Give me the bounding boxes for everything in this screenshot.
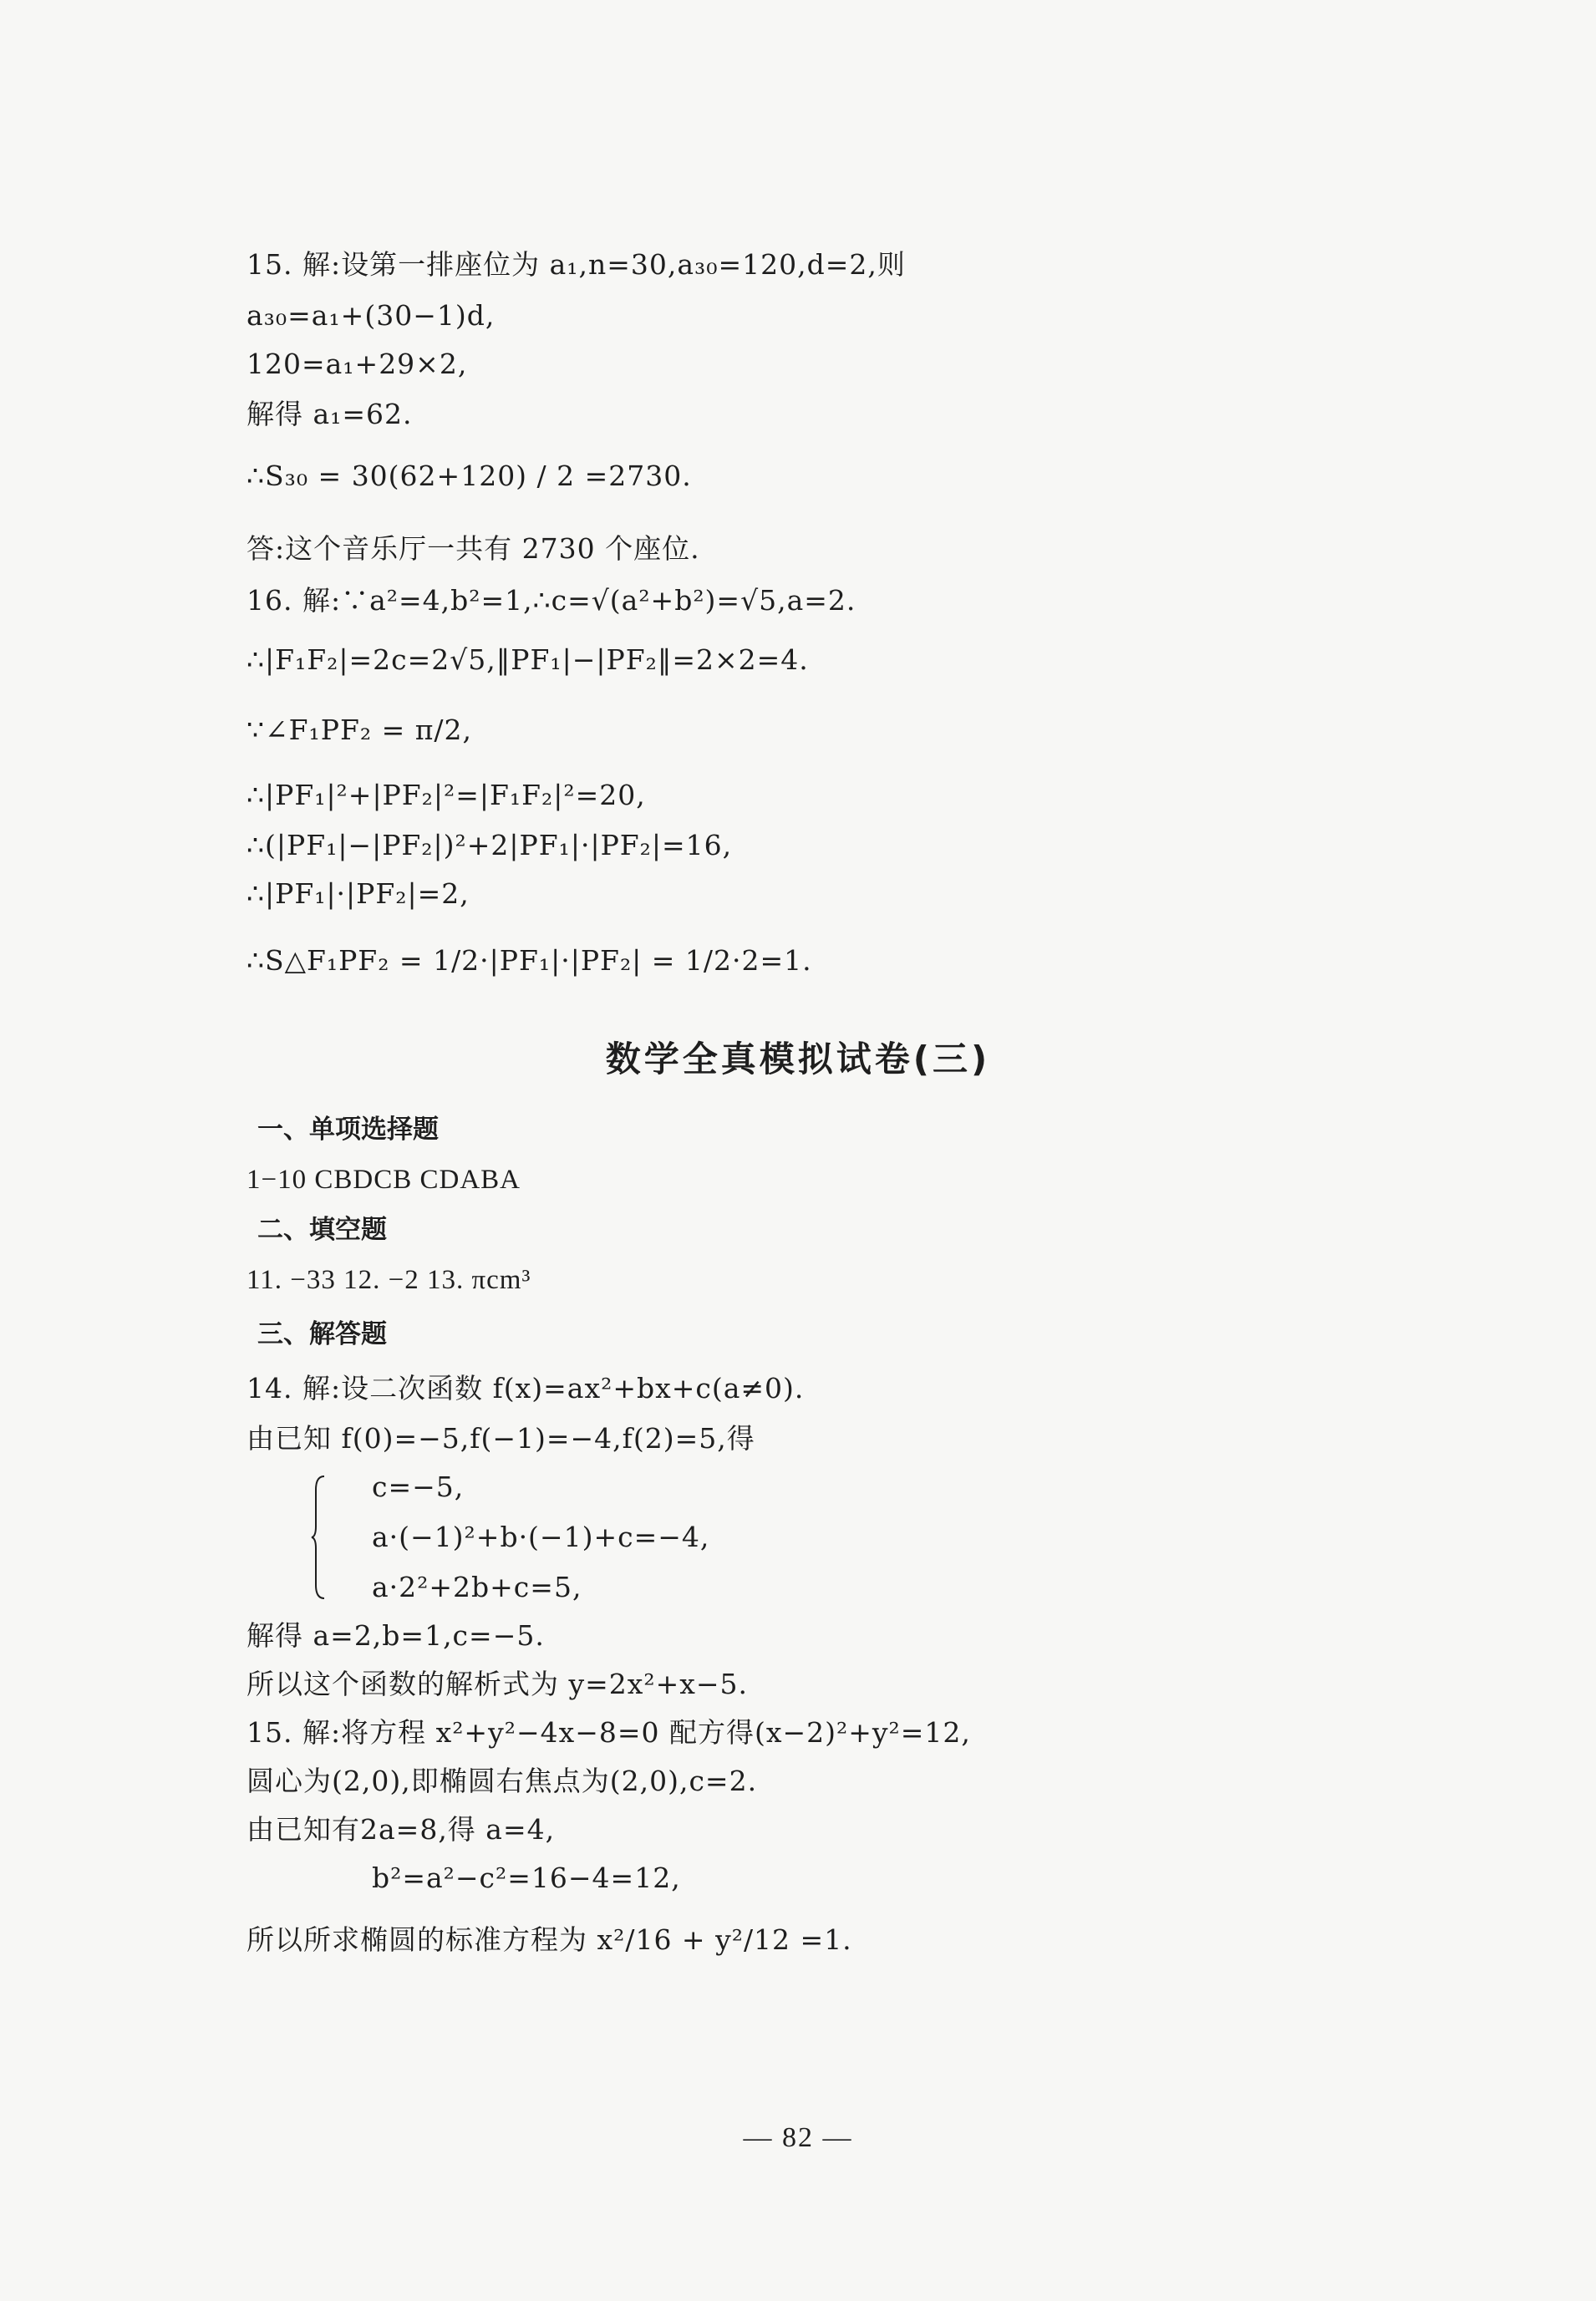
section-heading-fill-blank: 二、填空题 bbox=[257, 1215, 387, 1245]
section-heading-solutions: 三、解答题 bbox=[257, 1319, 387, 1349]
fill-blank-answers: 11. −33 12. −2 13. πcm³ bbox=[247, 1265, 531, 1295]
exam-title: 数学全真模拟试卷(三) bbox=[605, 1039, 991, 1079]
question-14-known: 由已知 f(0)=−5,f(−1)=−4,f(2)=5,得 bbox=[247, 1422, 755, 1455]
question-15-intro: 15. 解:将方程 x²+y²−4x−8=0 配方得(x−2)²+y²=12, bbox=[247, 1716, 971, 1749]
problem-16-line-4: ∴|PF₁|²+|PF₂|²=|F₁F₂|²=20, bbox=[247, 779, 646, 811]
question-14-intro: 14. 解:设二次函数 f(x)=ax²+bx+c(a≠0). bbox=[247, 1372, 805, 1404]
question-15-known: 由已知有2a=8,得 a=4, bbox=[247, 1813, 556, 1846]
question-14-result: 所以这个函数的解析式为 y=2x²+x−5. bbox=[247, 1668, 749, 1700]
problem-15-sum: ∴S₃₀ = 30(62+120) / 2 =2730. bbox=[247, 460, 692, 492]
problem-16-line-6: ∴|PF₁|·|PF₂|=2, bbox=[247, 877, 470, 910]
question-14-system-eq-2: a·(−1)²+b·(−1)+c=−4, bbox=[372, 1521, 710, 1553]
problem-16-line-7: ∴S△F₁PF₂ = 1/2·|PF₁|·|PF₂| = 1/2·2=1. bbox=[247, 944, 812, 977]
problem-15-answer: 答:这个音乐厅一共有 2730 个座位. bbox=[247, 532, 700, 565]
section-heading-choice: 一、单项选择题 bbox=[257, 1115, 439, 1145]
problem-16-line-3: ∵∠F₁PF₂ = π/2, bbox=[247, 714, 473, 746]
problem-15-equation-1: a₃₀=a₁+(30−1)d, bbox=[247, 299, 496, 332]
choice-answers: 1−10 CBDCB CDABA bbox=[247, 1165, 521, 1195]
problem-16-intro: 16. 解:∵a²=4,b²=1,∴c=√(a²+b²)=√5,a=2. bbox=[247, 584, 856, 617]
question-14-system-eq-3: a·2²+2b+c=5, bbox=[372, 1571, 582, 1603]
problem-16-line-5: ∴(|PF₁|−|PF₂|)²+2|PF₁|·|PF₂|=16, bbox=[247, 829, 733, 861]
equation-system-brace bbox=[311, 1475, 326, 1600]
page-number: — 82 — bbox=[743, 2122, 853, 2153]
question-14-system-eq-1: c=−5, bbox=[372, 1471, 465, 1503]
problem-15-solve: 解得 a₁=62. bbox=[247, 398, 413, 430]
question-15-b-squared: b²=a²−c²=16−4=12, bbox=[372, 1862, 681, 1894]
question-15-result: 所以所求椭圆的标准方程为 x²/16 + y²/12 =1. bbox=[247, 1923, 852, 1956]
problem-16-line-2: ∴|F₁F₂|=2c=2√5,‖PF₁|−|PF₂‖=2×2=4. bbox=[247, 643, 809, 676]
question-14-solve: 解得 a=2,b=1,c=−5. bbox=[247, 1619, 545, 1652]
question-15-center: 圆心为(2,0),即椭圆右焦点为(2,0),c=2. bbox=[247, 1765, 758, 1797]
problem-15-equation-2: 120=a₁+29×2, bbox=[247, 348, 468, 380]
problem-15-intro: 15. 解:设第一排座位为 a₁,n=30,a₃₀=120,d=2,则 bbox=[247, 248, 906, 281]
